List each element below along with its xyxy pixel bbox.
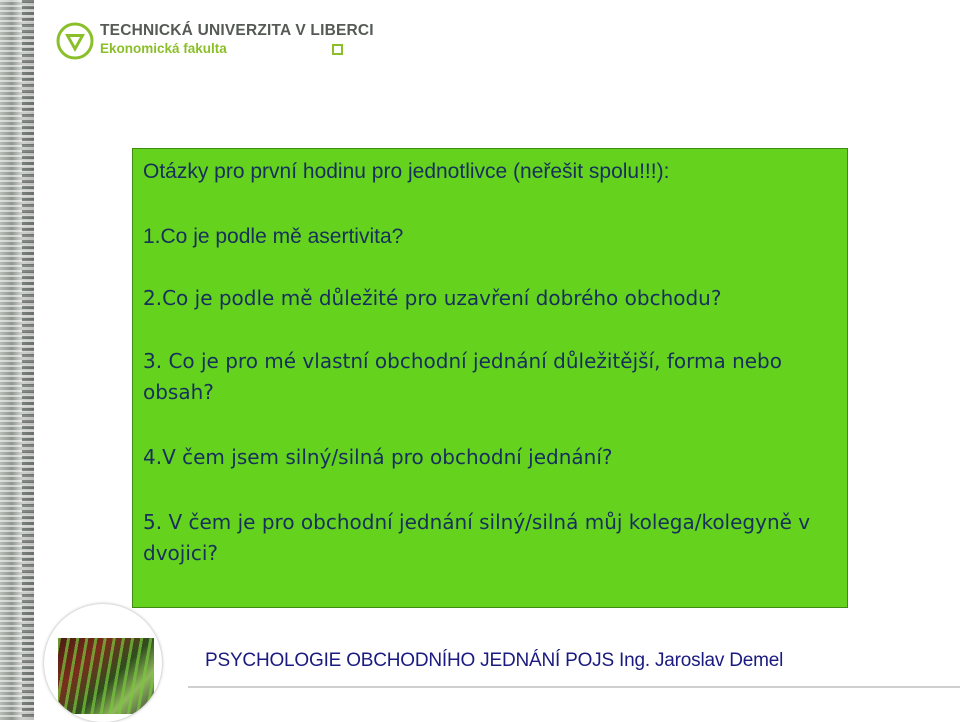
decorative-photo bbox=[44, 604, 162, 722]
question-5: 5. V čem je pro obchodní jednání silný/silná můj kolega/kolegyně v dvojici? bbox=[143, 510, 811, 565]
university-name: TECHNICKÁ UNIVERZITA V LIBERCI bbox=[100, 22, 374, 39]
questions-heading: Otázky pro první hodinu pro jednotlivce (neřešit spolu!!!): bbox=[143, 160, 670, 183]
questions-box bbox=[132, 148, 848, 608]
university-logo bbox=[56, 20, 374, 64]
footer-divider bbox=[188, 686, 960, 688]
question-2: 2.Co je podle mě důležité pro uzavření dobrého obchodu? bbox=[143, 286, 722, 310]
decorative-photo-image bbox=[58, 638, 154, 714]
logo-square-icon bbox=[332, 44, 343, 55]
question-3: 3. Co je pro mé vlastní obchodní jednání důležitější, forma nebo obsah? bbox=[143, 349, 782, 404]
decorative-side-strip bbox=[0, 0, 34, 720]
footer-text: PSYCHOLOGIE OBCHODNÍHO JEDNÁNÍ POJS Ing. Jaroslav Demel bbox=[205, 650, 784, 671]
university-emblem-icon bbox=[56, 22, 94, 60]
question-1: 1.Co je podle mě asertivita? bbox=[143, 225, 404, 248]
question-4: 4.V čem jsem silný/silná pro obchodní jednání? bbox=[143, 445, 613, 469]
faculty-name: Ekonomická fakulta bbox=[100, 41, 227, 56]
